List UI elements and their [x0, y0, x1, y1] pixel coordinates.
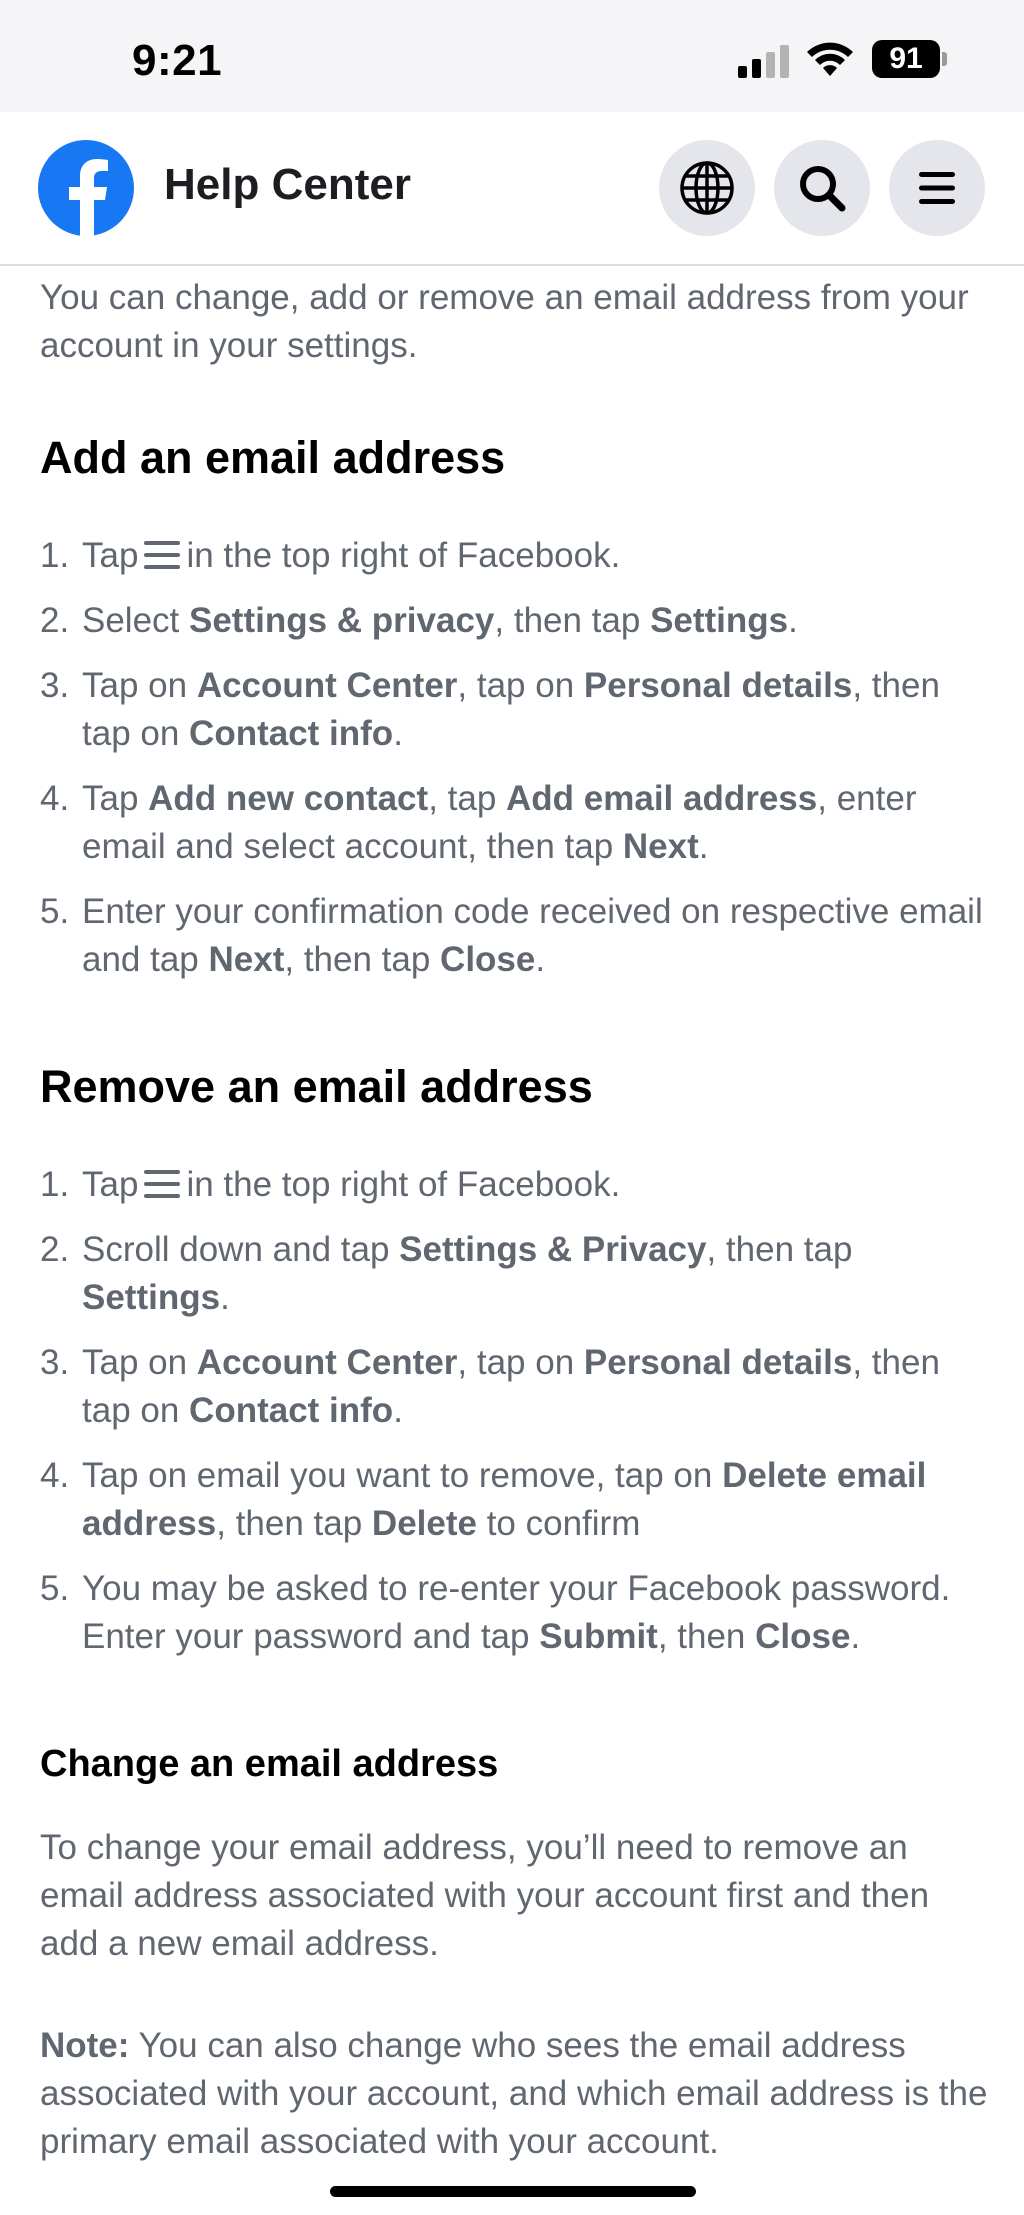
step-number: 1.	[40, 536, 70, 575]
step-text: .	[535, 940, 546, 979]
step-number: 3.	[40, 1343, 70, 1382]
search-icon	[797, 163, 847, 213]
list-item	[40, 1226, 990, 1322]
step-number: 3.	[40, 666, 70, 705]
step-number: 5.	[40, 1569, 70, 1608]
step-text: Tap	[82, 779, 149, 818]
bold-term: Settings	[650, 601, 789, 640]
home-indicator[interactable]	[330, 2186, 696, 2197]
bold-term: Account Center	[196, 666, 458, 705]
bold-term: Add email address	[506, 779, 818, 818]
list-item	[40, 662, 990, 758]
step-number: 2.	[40, 1230, 70, 1269]
menu-button[interactable]	[889, 140, 985, 236]
status-time: 9:21	[132, 36, 223, 85]
cellular-signal-icon	[738, 44, 792, 78]
bold-term: Settings & Privacy	[399, 1230, 707, 1269]
step-text: , enter email and select account, then tap	[82, 779, 917, 866]
menu-icon	[142, 1166, 182, 1202]
step-text: Tap on email you want to remove, tap on	[82, 1456, 723, 1495]
status-bar	[0, 0, 1024, 112]
step-text: , then tap on	[82, 666, 940, 753]
step-text: .	[393, 714, 403, 753]
list-item	[40, 1161, 990, 1209]
wifi-icon	[805, 40, 855, 78]
step-text: , then tap	[216, 1504, 372, 1543]
step-text: , tap on	[457, 1343, 584, 1382]
bold-term: Delete email address	[82, 1456, 927, 1543]
menu-icon	[142, 537, 182, 573]
list-item	[40, 775, 990, 871]
change-email-heading: Change an email address	[40, 1743, 499, 1785]
step-text: , then tap	[706, 1230, 853, 1269]
search-button[interactable]	[774, 140, 870, 236]
step-text: Tap	[82, 1165, 139, 1204]
page-title: Help Center	[164, 160, 411, 209]
step-text: .	[220, 1278, 230, 1317]
list-item	[40, 597, 990, 645]
step-text: , then tap	[494, 601, 651, 640]
step-text: You may be asked to re-enter your Facebook password. Enter your password and tap	[82, 1569, 951, 1656]
bold-term: Close	[440, 940, 536, 979]
step-text: in the top right of Facebook.	[186, 1165, 621, 1204]
intro-text: You can change, add or remove an email address from your account in your settings.	[40, 278, 969, 365]
note-paragraph	[40, 1968, 990, 2166]
step-number: 1.	[40, 1165, 70, 1204]
bold-term: Account Center	[196, 1343, 458, 1382]
note-label: Note:	[40, 2026, 130, 2065]
facebook-logo[interactable]	[38, 140, 134, 236]
add-email-heading: Add an email address	[40, 432, 506, 483]
step-number: 5.	[40, 892, 70, 931]
step-text: Enter your confirmation code received on respective email and tap	[82, 892, 983, 979]
step-number: 4.	[40, 779, 70, 818]
change-email-paragraph: To change your email address, you’ll need to remove an email address associated with your account first and then add a new email address.	[40, 1828, 930, 1963]
bold-term: Contact info	[189, 1391, 394, 1430]
bold-term: Next	[208, 940, 285, 979]
step-text: to confirm	[476, 1504, 641, 1543]
battery-cap	[942, 52, 947, 66]
menu-icon	[915, 168, 959, 208]
list-item	[40, 888, 990, 984]
bold-term: Submit	[539, 1617, 658, 1656]
battery-indicator: 91	[872, 40, 940, 78]
bold-term: Contact info	[189, 714, 394, 753]
step-text: Tap on	[82, 666, 197, 705]
step-text: Tap	[82, 536, 139, 575]
step-number: 4.	[40, 1456, 70, 1495]
bold-term: Close	[755, 1617, 851, 1656]
step-text: .	[393, 1391, 403, 1430]
bold-term: Settings	[82, 1278, 221, 1317]
language-button[interactable]	[659, 140, 755, 236]
list-item	[40, 1565, 990, 1661]
list-item	[40, 532, 990, 580]
step-text: , tap on	[457, 666, 584, 705]
step-text: in the top right of Facebook.	[186, 536, 621, 575]
bold-term: Personal details	[583, 666, 853, 705]
add-email-steps	[40, 488, 990, 984]
step-text: , then	[657, 1617, 756, 1656]
list-item	[40, 1339, 990, 1435]
article-content	[40, 264, 990, 2166]
step-text: , tap	[428, 779, 507, 818]
step-text: .	[698, 827, 709, 866]
bold-term: Personal details	[583, 1343, 853, 1382]
step-text: .	[850, 1617, 861, 1656]
globe-icon	[678, 159, 736, 217]
step-number: 2.	[40, 601, 70, 640]
help-center-header	[0, 112, 1024, 266]
remove-email-steps	[40, 1117, 990, 1661]
step-text: Select	[82, 601, 189, 640]
step-text: , then tap	[284, 940, 441, 979]
bold-term: Next	[622, 827, 699, 866]
remove-email-heading: Remove an email address	[40, 1061, 593, 1112]
step-text: .	[788, 601, 798, 640]
bold-term: Add new contact	[148, 779, 429, 818]
step-text: Scroll down and tap	[82, 1230, 400, 1269]
note-text: You can also change who sees the email address associated with your account, and which email address is the primary email associated with your account.	[40, 2026, 988, 2161]
list-item	[40, 1452, 990, 1548]
bold-term: Settings & privacy	[189, 601, 495, 640]
step-text: , then tap on	[82, 1343, 940, 1430]
bold-term: Delete	[371, 1504, 477, 1543]
step-text: Tap on	[82, 1343, 197, 1382]
